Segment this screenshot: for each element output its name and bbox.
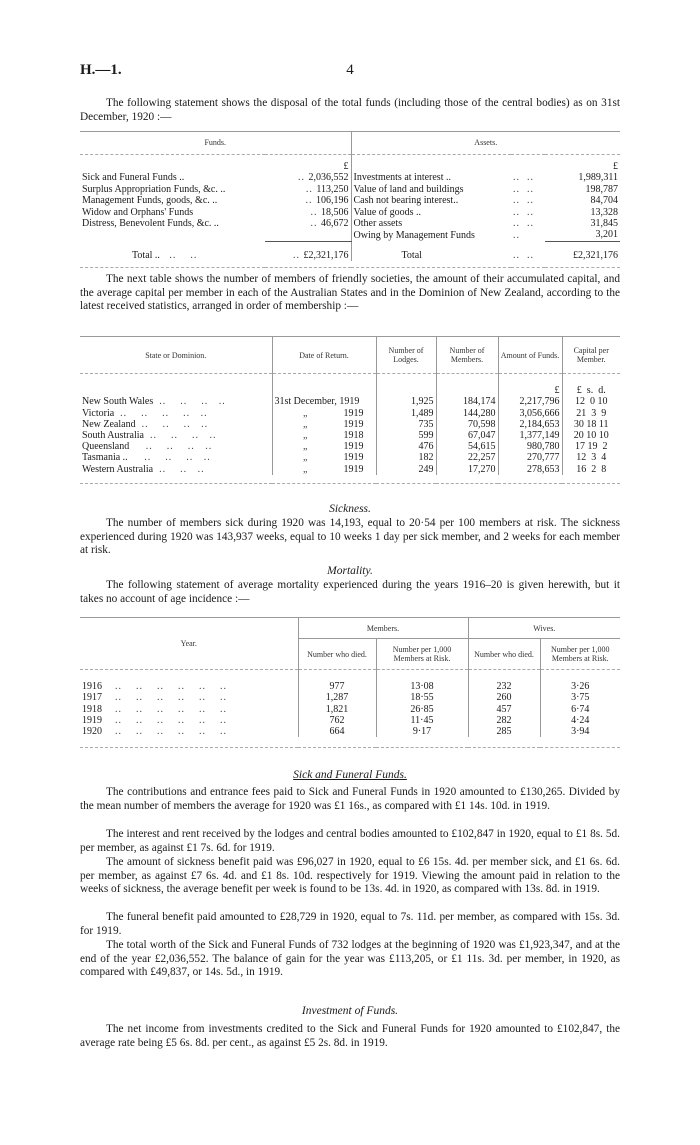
fund-label: Sick and Funeral Funds .. bbox=[82, 172, 185, 184]
state-name: Western Australia bbox=[82, 463, 154, 475]
members-per-1000: 9·17 bbox=[376, 726, 468, 737]
header-capital: Capital per Member. bbox=[562, 337, 620, 374]
year: 1919 bbox=[82, 714, 102, 726]
sick-funeral-paragraph-3: The amount of sickness benefit paid was £96,027 in 1920, equal to £6 15s. 4d. per member sick, and £1 6s. 6d. per member, as against £7 6s. 4d. and £1 8s. 10d. respectively for 1919. Viewing the amount paid in relation to the weeks of sickness, the average benefit per week is found to be 13s. 4d. in 1920, as compared with 13s. 8d. in 1919. bbox=[80, 856, 620, 896]
asset-value: 3,201 bbox=[545, 229, 620, 241]
sick-funeral-heading-text: Sick and Funeral Funds. bbox=[293, 769, 407, 781]
members-count: 184,174 bbox=[436, 396, 498, 407]
investment-paragraph: The net income from investments credited to the Sick and Funeral Funds for 1920 amounted to £102,847, the average rate being £5 6s. 8d. per cent., as against £5 2s. 8d. in 1919. bbox=[80, 1023, 620, 1049]
funds-amount: 278,653 bbox=[498, 464, 562, 475]
members-per-1000: 13·08 bbox=[376, 681, 468, 692]
table-row: 1919 .. .. .. .. .. .. 762 11·45 282 4·24 bbox=[80, 715, 620, 726]
wives-per-1000: 3·75 bbox=[540, 692, 620, 703]
sick-funeral-paragraph-2: The interest and rent received by the lodges and central bodies amounted to £102,847 in 1920, equal to £1 8s. 5d. per member, as against £1 7s. 6d. for 1919. bbox=[80, 828, 620, 854]
header-members-died: Number who died. bbox=[298, 639, 376, 670]
members-died: 977 bbox=[298, 681, 376, 692]
funds-total-value: £2,321,176 bbox=[303, 249, 349, 261]
asset-value: 13,328 bbox=[590, 206, 618, 218]
sickness-heading: Sickness. bbox=[329, 503, 371, 515]
page-number: 4 bbox=[346, 62, 354, 78]
mortality-table bbox=[80, 617, 620, 748]
state-name: New South Wales bbox=[82, 396, 154, 408]
document-reference: H.—1. bbox=[80, 62, 122, 78]
members-count: 144,280 bbox=[436, 408, 498, 419]
lodges-count: 1,925 bbox=[376, 396, 436, 407]
asset-label: Investments at interest .. bbox=[353, 172, 451, 184]
table-row: Queensland .. .. .. .. „ 1919 476 54,615 980,780 17 19 2 bbox=[80, 441, 620, 452]
lodges-count: 249 bbox=[376, 464, 436, 475]
wives-per-1000: 6·74 bbox=[540, 704, 620, 715]
members-per-1000: 11·45 bbox=[376, 715, 468, 726]
fund-label: Surplus Appropriation Funds, &c. .. bbox=[82, 183, 226, 195]
table-row: 1916 .. .. .. .. .. .. 977 13·08 232 3·26 bbox=[80, 681, 620, 692]
return-date: 1919 bbox=[343, 452, 364, 464]
header-lodges: Number of Lodges. bbox=[376, 337, 436, 374]
state-name: New Zealand bbox=[82, 418, 136, 430]
members-died: 762 bbox=[298, 715, 376, 726]
funds-amount: 2,184,653 bbox=[498, 419, 562, 430]
capital-per-member: 20 10 10 bbox=[562, 430, 620, 441]
fund-label: Widow and Orphans' Funds bbox=[82, 206, 194, 218]
fund-label: Management Funds, goods, &c. .. bbox=[82, 195, 218, 207]
funds-amount: 980,780 bbox=[498, 441, 562, 452]
members-per-1000: 26·85 bbox=[376, 704, 468, 715]
header-members: Number of Members. bbox=[436, 337, 498, 374]
sickness-paragraph: The number of members sick during 1920 was 14,193, equal to 20·54 per 100 members at risk. The sickness experienced during 1920 was 143,937 weeks, equal to 10 weeks 1 day per sick member, and 2 weeks for each member at risk. bbox=[80, 517, 620, 557]
table-row: 1918 .. .. .. .. .. .. 1,821 26·85 457 6·74 bbox=[80, 704, 620, 715]
capital-unit: £ s. d. bbox=[562, 385, 620, 396]
header-state: State or Dominion. bbox=[80, 337, 272, 374]
intro-paragraph-funds: The following statement shows the disposal of the total funds (including those of the central bodies) as on 31st December, 1920 :— bbox=[80, 97, 620, 123]
lodges-count: 735 bbox=[376, 419, 436, 430]
state-name: Queensland bbox=[82, 441, 130, 453]
members-per-1000: 18·55 bbox=[376, 692, 468, 703]
lodges-count: 599 bbox=[376, 430, 436, 441]
table-row: South Australia .. .. .. .. „ 1918 599 67,047 1,377,149 20 10 10 bbox=[80, 430, 620, 441]
header-wives-per-1000: Number per 1,000 Members at Risk. bbox=[540, 639, 620, 670]
header-date: Date of Return. bbox=[272, 337, 376, 374]
investment-heading: Investment of Funds. bbox=[301, 1005, 399, 1017]
fund-label: Distress, Benevolent Funds, &c. .. bbox=[82, 218, 219, 230]
mortality-paragraph: The following statement of average mortality experienced during the years 1916–20 is given herewith, but it takes no account of age incidence :— bbox=[80, 579, 620, 605]
return-date: 1918 bbox=[343, 430, 364, 441]
lodges-count: 476 bbox=[376, 441, 436, 452]
state-name: South Australia bbox=[82, 430, 144, 441]
lodges-count: 182 bbox=[376, 452, 436, 463]
assets-total-label: Total bbox=[401, 249, 422, 261]
return-date: 1919 bbox=[343, 463, 364, 475]
funds-total-label: Total .. bbox=[132, 249, 160, 261]
capital-per-member: 21 3 9 bbox=[562, 408, 620, 419]
wives-per-1000: 4·24 bbox=[540, 715, 620, 726]
capital-per-member: 17 19 2 bbox=[562, 441, 620, 452]
wives-died: 282 bbox=[468, 715, 540, 726]
year: 1920 bbox=[82, 726, 102, 737]
wives-died: 232 bbox=[468, 681, 540, 692]
page-header bbox=[80, 62, 620, 82]
funds-amount: 2,217,796 bbox=[498, 396, 562, 407]
table-row: 1917 .. .. .. .. .. .. 1,287 18·55 260 3·75 bbox=[80, 692, 620, 703]
return-date: 31st December, 1919 bbox=[272, 396, 376, 407]
funds-amount: 1,377,149 bbox=[498, 430, 562, 441]
capital-per-member: 12 0 10 bbox=[562, 396, 620, 407]
table-row: 1920 .. .. .. .. .. .. 664 9·17 285 3·94 bbox=[80, 726, 620, 737]
asset-value: 84,704 bbox=[590, 195, 618, 207]
asset-value: 31,845 bbox=[590, 218, 618, 230]
mortality-heading: Mortality. bbox=[327, 565, 373, 577]
wives-per-1000: 3·94 bbox=[540, 726, 620, 737]
table-row: Victoria .. .. .. .. .. „ 1919 1,489 144,280 3,056,666 21 3 9 bbox=[80, 408, 620, 419]
year: 1917 bbox=[82, 692, 102, 704]
asset-label: Owing by Management Funds bbox=[353, 229, 475, 241]
funds-amount: 3,056,666 bbox=[498, 408, 562, 419]
members-died: 664 bbox=[298, 726, 376, 737]
fund-value: 113,250 bbox=[316, 183, 349, 195]
assets-total-value: £2,321,176 bbox=[573, 249, 618, 261]
members-count: 67,047 bbox=[436, 430, 498, 441]
state-name: Tasmania .. bbox=[82, 452, 128, 464]
header-members: Members. bbox=[298, 618, 468, 639]
table-row: New Zealand .. .. .. .. „ 1919 735 70,598 2,184,653 30 18 11 bbox=[80, 419, 620, 430]
members-by-state-table bbox=[80, 336, 620, 484]
asset-label: Cash not bearing interest.. bbox=[353, 195, 459, 207]
members-count: 54,615 bbox=[436, 441, 498, 452]
members-count: 17,270 bbox=[436, 464, 498, 475]
table-row: Western Australia .. .. .. „ 1919 249 17,270 278,653 16 2 8 bbox=[80, 464, 620, 475]
header-wives: Wives. bbox=[468, 618, 620, 639]
funds-unit: £ bbox=[498, 385, 562, 396]
capital-per-member: 12 3 4 bbox=[562, 452, 620, 463]
sick-funeral-paragraph-5: The total worth of the Sick and Funeral Funds of 732 lodges at the beginning of 1920 was £1,923,347, and at the end of the year £2,036,552. The balance of gain for the year was £113,205, or £1 11s. 3d. per member, in 1920, as compared with £49,837, or 14s. 5d., in 1919. bbox=[80, 939, 620, 979]
return-date: 1919 bbox=[343, 407, 364, 419]
year: 1916 bbox=[82, 681, 102, 693]
funds-currency: £ bbox=[265, 161, 351, 172]
return-date: 1919 bbox=[343, 441, 364, 453]
state-name: Victoria bbox=[82, 407, 115, 419]
header-members-per-1000: Number per 1,000 Members at Risk. bbox=[376, 639, 468, 670]
asset-value: 198,787 bbox=[585, 183, 618, 195]
return-date: 1919 bbox=[343, 418, 364, 430]
sick-funeral-heading bbox=[80, 769, 620, 781]
wives-died: 285 bbox=[468, 726, 540, 737]
assets-column-header: Assets. bbox=[351, 132, 620, 155]
year: 1918 bbox=[82, 703, 102, 715]
asset-label: Value of land and buildings bbox=[353, 183, 464, 195]
sick-funeral-paragraph-1: The contributions and entrance fees paid to Sick and Funeral Funds in 1920 amounted to £130,265. Divided by the mean number of members the average for 1920 was £1 16s., as compared with £1 14s. 10d. in 1919. bbox=[80, 786, 620, 812]
wives-died: 457 bbox=[468, 704, 540, 715]
intro-paragraph-members: The next table shows the number of members of friendly societies, the amount of their accumulated capital, and the average capital per member in each of the Australian States and in the Dominion of New Zealand, according to the latest received statistics, arranged in order of membership :— bbox=[80, 273, 620, 313]
capital-per-member: 16 2 8 bbox=[562, 464, 620, 475]
members-count: 70,598 bbox=[436, 419, 498, 430]
wives-per-1000: 3·26 bbox=[540, 681, 620, 692]
fund-value: 18,506 bbox=[321, 206, 349, 218]
fund-value: 46,672 bbox=[321, 218, 349, 230]
assets-currency: £ bbox=[613, 161, 618, 172]
fund-value: 2,036,552 bbox=[308, 172, 349, 184]
asset-label: Other assets bbox=[353, 218, 403, 230]
funds-amount: 270,777 bbox=[498, 452, 562, 463]
header-year: Year. bbox=[80, 618, 298, 670]
asset-value: 1,989,311 bbox=[578, 172, 618, 184]
members-died: 1,821 bbox=[298, 704, 376, 715]
fund-value: 106,196 bbox=[316, 195, 349, 207]
capital-per-member: 30 18 11 bbox=[562, 419, 620, 430]
asset-label: Value of goods .. bbox=[353, 206, 421, 218]
header-funds: Amount of Funds. bbox=[498, 337, 562, 374]
table-row: New South Wales .. .. .. .. 31st December, 1919 1,925 184,174 2,217,796 12 0 10 bbox=[80, 396, 620, 407]
header-wives-died: Number who died. bbox=[468, 639, 540, 670]
table-row: Tasmania .. .. .. .. .. „ 1919 182 22,257 270,777 12 3 4 bbox=[80, 452, 620, 463]
funds-assets-table: Funds. Assets. £ £ Sick and Funeral Funds .. .. 2,036,552 Investments at interest .. .. .. 1,989,311 Surplus Appropriation Funds, &c. .. .. 113,250 Value of land and buildings .. .. 198,787 Management Funds, goods, &c. .. .. 106,196 Cash not bearing interest.. .. .. 84,704 Widow and Orphans' Funds .. 18,506 Value of goods .. .. .. 13,328 Distress, Benevolent Funds, &c. .. .. 46,672 Other assets .. .. 31,845 Owing by Management Funds .. 3,201 Total .. .. .. .. £2,321,176 Total .. .. £2,321,176 bbox=[80, 131, 620, 268]
wives-died: 260 bbox=[468, 692, 540, 703]
members-count: 22,257 bbox=[436, 452, 498, 463]
sick-funeral-paragraph-4: The funeral benefit paid amounted to £28,729 in 1920, equal to 7s. 11d. per member, as compared with 15s. 3d. for 1919. bbox=[80, 911, 620, 937]
lodges-count: 1,489 bbox=[376, 408, 436, 419]
funds-column-header: Funds. bbox=[80, 132, 351, 155]
members-died: 1,287 bbox=[298, 692, 376, 703]
